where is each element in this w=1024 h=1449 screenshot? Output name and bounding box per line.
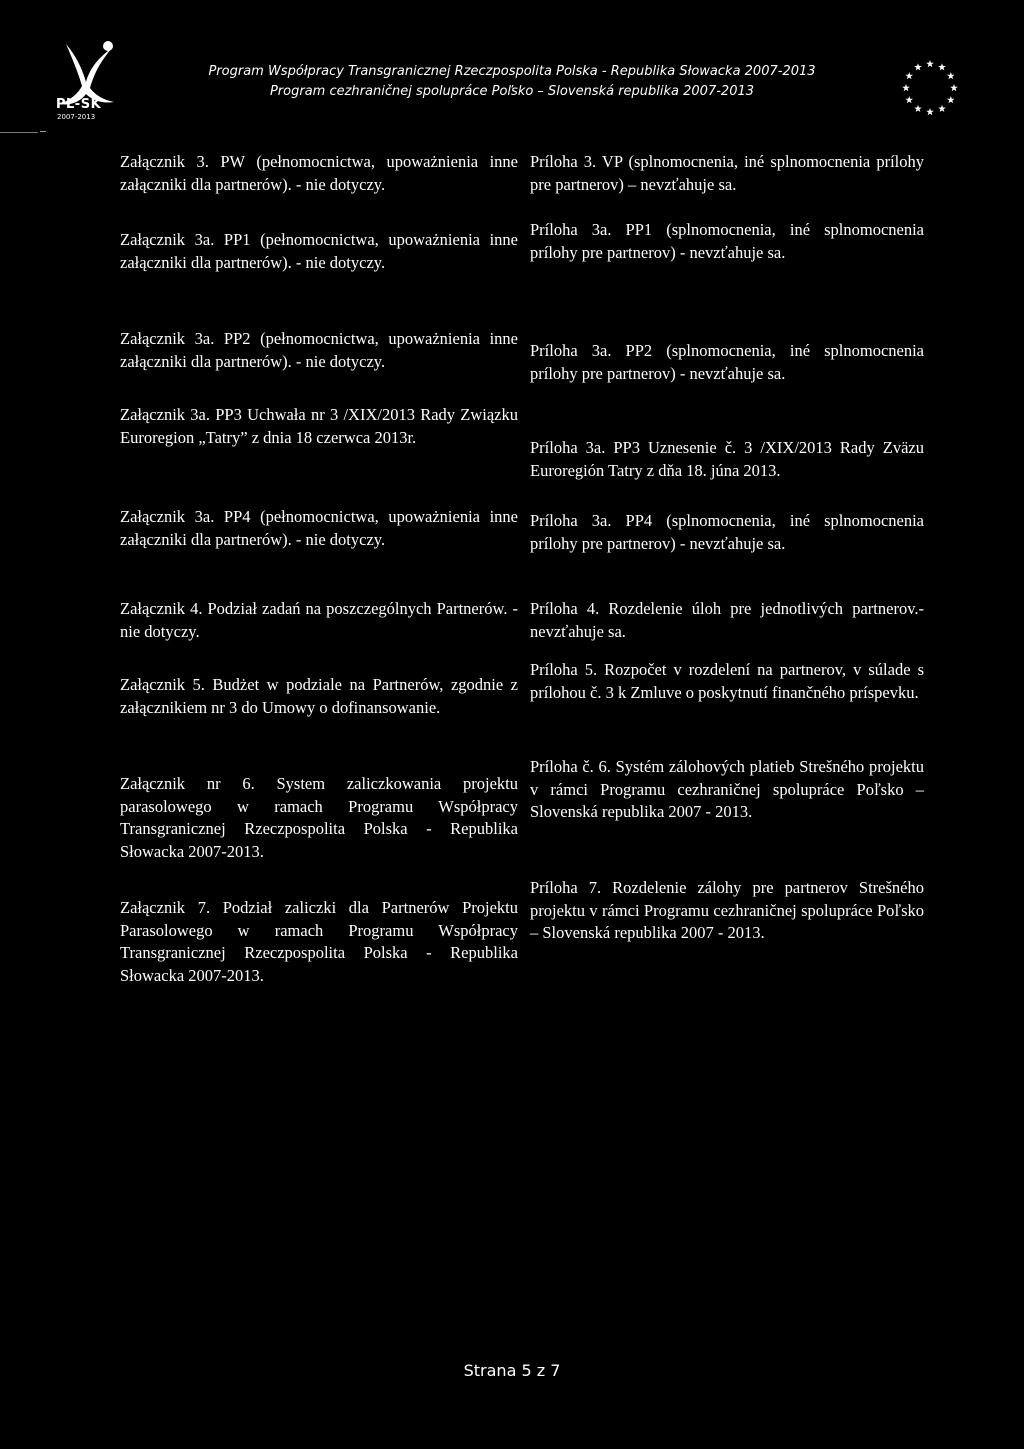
annex-3a-pp1-pl: Załącznik 3a. PP1 (pełnomocnictwa, upoważnienia inne załączniki dla partnerów). - nie dotyczy. [120,230,518,272]
annex-5-sk: Príloha 5. Rozpočet v rozdelení na partnerov, v súlade s prílohou č. 3 k Zmluve o poskytnutí finančného príspevku. [530,660,924,702]
eu-star-icon [926,108,934,115]
program-title-pl: Program Współpracy Transgranicznej Rzeczpospolita Polska - Republika Słowacka 2007-2013 [208,64,816,79]
annex-3-sk: Príloha 3. VP (splnomocnenia, iné splnomocnenia prílohy pre partnerov) – nevzťahuje sa. [530,152,924,194]
eu-star-icon [938,105,946,112]
program-title [200,62,824,102]
annex-6-sk: Príloha č. 6. Systém zálohových platieb Strešného projektu v rámci Programu cezhraničnej spolupráce Poľsko – Slovenská republika 2007 - 2013. [530,757,924,821]
eu-star-icon [914,105,922,112]
annex-3-pl: Załącznik 3. PW (pełnomocnictwa, upoważnienia inne załączniki dla partnerów). - nie dotyczy. [120,152,518,194]
eu-star-icon [902,84,910,91]
eu-star-icon [905,96,913,103]
annex-3a-pp3-sk: Príloha 3a. PP3 Uznesenie č. 3 /XIX/2013 Rady Zväzu Euroregión Tatry z dňa 18. júna 2013. [530,438,924,480]
page-number: Strana 5 z 7 [463,1361,561,1380]
logo-years: 2007-2013 [57,113,96,121]
logo-text: PL-SK [56,97,102,112]
annex-3a-pp4-pl: Załącznik 3a. PP4 (pełnomocnictwa, upoważnienia inne załączniki dla partnerów). - nie dotyczy. [120,507,518,549]
annex-3a-pp3-pl: Załącznik 3a. PP3 Uchwała nr 3 /XIX/2013 Rady Związku Euroregion „Tatry” z dnia 18 czerwca 2013r. [120,405,518,447]
annex-3a-pp2-sk: Príloha 3a. PP2 (splnomocnenia, iné splnomocnenia prílohy pre partnerov) - nevzťahuje sa. [530,341,924,383]
annex-5-pl: Załącznik 5. Budżet w podziale na Partnerów, zgodnie z załącznikiem nr 3 do Umowy o dofinansowanie. [120,675,518,717]
annex-4-pl: Załącznik 4. Podział zadań na poszczególnych Partnerów. - nie dotyczy. [120,599,518,641]
eu-star-icon [947,96,955,103]
annex-3a-pp4-sk: Príloha 3a. PP4 (splnomocnenia, iné splnomocnenia prílohy pre partnerov) - nevzťahuje sa. [530,511,924,553]
annex-7-pl: Załącznik 7. Podział zaliczki dla Partnerów Projektu Parasolowego w ramach Programu Współpracy Transgranicznej Rzeczpospolita Polska - Republika Słowacka 2007-2013. [120,898,518,985]
annex-7-sk: Príloha 7. Rozdelenie zálohy pre partnerov Strešného projektu v rámci Programu cezhraničnej spolupráce Poľsko – Slovenská republika 2007 - 2013. [530,878,924,942]
eu-star-icon [914,63,922,70]
eu-star-icon [950,84,958,91]
program-title-sk: Program cezhraničnej spolupráce Poľsko – Slovenská republika 2007-2013 [269,84,755,99]
eu-star-icon [938,63,946,70]
annex-4-sk: Príloha 4. Rozdelenie úloh pre jednotlivých partnerov.- nevzťahuje sa. [530,599,924,641]
eu-star-icon [947,72,955,79]
page-header [0,0,1024,140]
eu-stars-icon [898,56,962,120]
annex-3a-pp1-sk: Príloha 3a. PP1 (splnomocnenia, iné splnomocnenia prílohy pre partnerov) - nevzťahuje sa. [530,220,924,262]
eu-star-icon [905,72,913,79]
eu-star-icon [926,60,934,67]
header-dash [40,131,46,132]
header-rule [0,132,38,133]
annex-6-pl: Załącznik nr 6. System zaliczkowania projektu parasolowego w ramach Programu Współpracy Transgranicznej Rzeczpospolita Polska - Republika Słowacka 2007-2013. [120,774,518,861]
annex-3a-pp2-pl: Załącznik 3a. PP2 (pełnomocnictwa, upoważnienia inne załączniki dla partnerów). - nie dotyczy. [120,329,518,371]
